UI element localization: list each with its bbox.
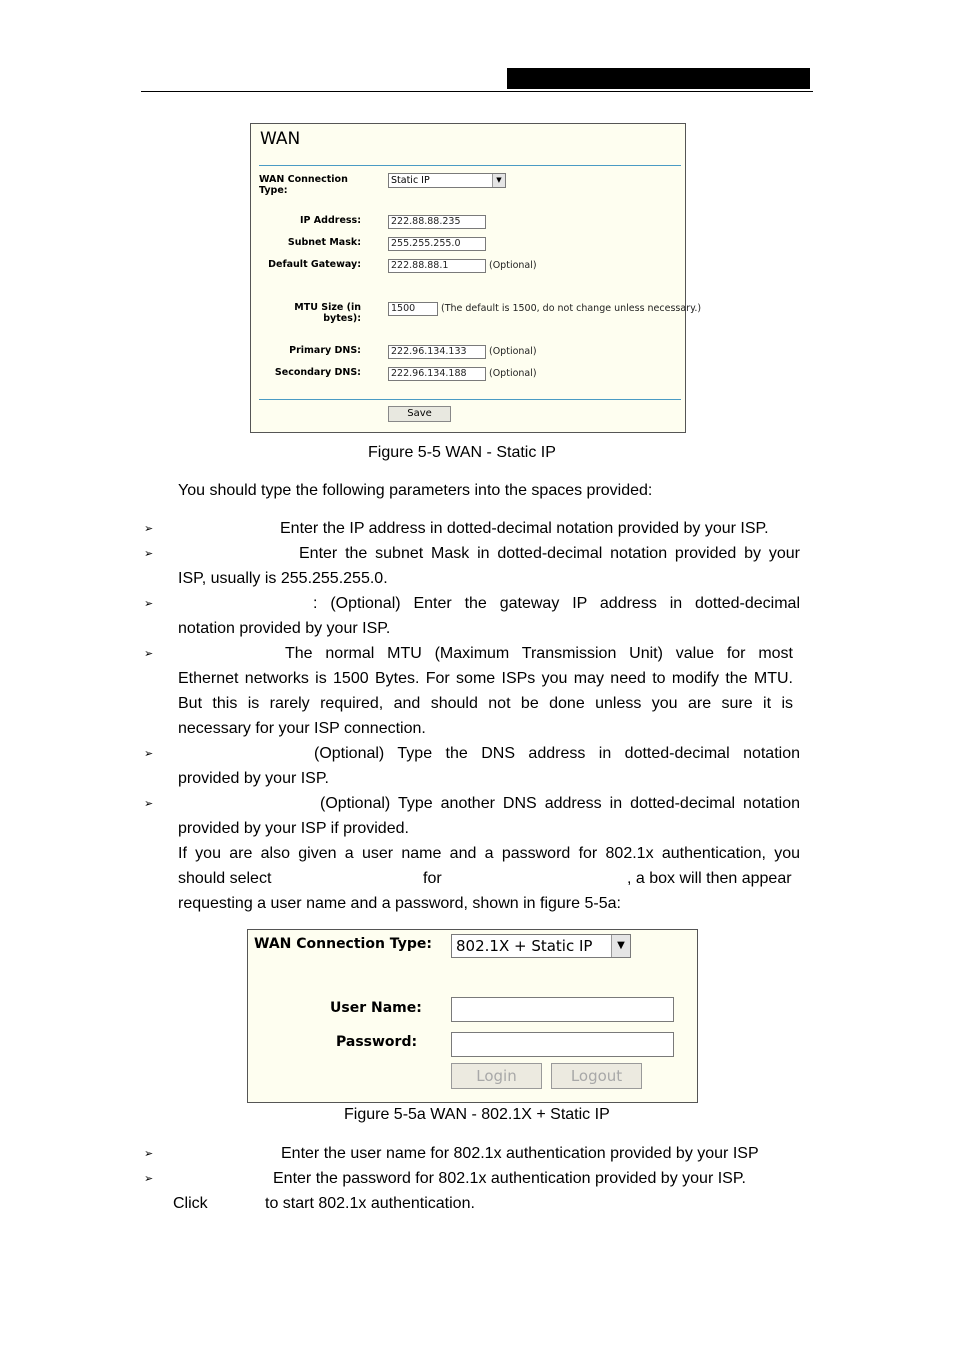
mtu-bullet-text: The normal MTU (Maximum Transmission Unit) value for most [285, 645, 793, 662]
auth-paragraph: should select [178, 870, 272, 887]
secondary-dns-bullet-text: (Optional) Type another DNS address in dotted-decimal notation [320, 795, 800, 812]
optional-note: (Optional) [489, 346, 537, 357]
default-gateway-label: Default Gateway: [268, 259, 361, 270]
secondary-dns-label: Secondary DNS: [274, 367, 361, 378]
click-text: to start 802.1x authentication. [265, 1195, 475, 1212]
primary-dns-input[interactable]: 222.96.134.133 [388, 345, 486, 359]
ip-bullet-text: Enter the IP address in dotted-decimal notation provided by your ISP. [280, 520, 769, 537]
bullet-icon: ➢ [144, 648, 154, 660]
divider [259, 165, 681, 166]
primary-dns-bullet-text: (Optional) Type the DNS address in dotted-decimal notation [314, 745, 800, 762]
logout-button[interactable]: Logout [551, 1063, 642, 1089]
bullet-icon: ➢ [144, 523, 154, 535]
mtu-size-input[interactable]: 1500 [388, 302, 438, 316]
bullet-icon: ➢ [144, 1148, 154, 1160]
chevron-down-icon: ▼ [611, 935, 630, 957]
auth-paragraph: for [423, 870, 442, 887]
user-name-label: User Name: [330, 1000, 422, 1016]
ip-address-input[interactable]: 222.88.88.235 [388, 215, 486, 229]
wan-static-ip-figure [250, 123, 702, 433]
figure-caption: Figure 5-5a WAN - 802.1X + Static IP [344, 1106, 610, 1123]
intro-text: You should type the following parameters into the spaces provided: [178, 482, 653, 499]
connection-type-select[interactable]: 802.1X + Static IP ▼ [451, 934, 631, 958]
header-bar [507, 68, 810, 89]
secondary-dns-bullet-text: provided by your ISP if provided. [178, 820, 409, 837]
user-name-bullet-text: Enter the user name for 802.1x authentication provided by your ISP [281, 1145, 759, 1162]
bullet-icon: ➢ [144, 598, 154, 610]
auth-paragraph: If you are also given a user name and a password for 802.1x authentication, you [178, 845, 800, 862]
bullet-icon: ➢ [144, 1173, 154, 1185]
mtu-bullet-text: Ethernet networks is 1500 Bytes. For some ISPs you may need to modify the MTU. [178, 670, 793, 687]
ip-address-label: IP Address: [300, 215, 361, 226]
figure-caption: Figure 5-5 WAN - Static IP [368, 444, 556, 461]
password-input[interactable] [451, 1032, 674, 1057]
user-name-input[interactable] [451, 997, 674, 1022]
figure-title: WAN [260, 129, 301, 149]
optional-note: (Optional) [489, 260, 537, 271]
subnet-mask-label: Subnet Mask: [287, 237, 361, 248]
bullet-icon: ➢ [144, 548, 154, 560]
header-rule [141, 91, 813, 92]
auth-paragraph: , a box will then appear [627, 870, 792, 887]
password-bullet-text: Enter the password for 802.1x authentication provided by your ISP. [273, 1170, 746, 1187]
subnet-bullet-text: ISP, usually is 255.255.255.0. [178, 570, 388, 587]
mtu-bullet-text: But this is rarely required, and should not be done unless you are sure it is [178, 695, 793, 712]
mtu-note: (The default is 1500, do not change unless necessary.) [441, 303, 702, 314]
wan-8021x-figure [247, 929, 698, 1103]
save-button[interactable]: Save [388, 406, 451, 422]
default-gateway-input[interactable]: 222.88.88.1 [388, 259, 486, 273]
login-button[interactable]: Login [451, 1063, 542, 1089]
chevron-down-icon: ▼ [492, 174, 505, 187]
subnet-mask-input[interactable]: 255.255.255.0 [388, 237, 486, 251]
mtu-bullet-text: necessary for your ISP connection. [178, 720, 426, 737]
bullet-icon: ➢ [144, 798, 154, 810]
subnet-bullet-text: Enter the subnet Mask in dotted-decimal notation provided by your [299, 545, 800, 562]
gateway-bullet-text: notation provided by your ISP. [178, 620, 391, 637]
primary-dns-bullet-text: provided by your ISP. [178, 770, 329, 787]
connection-type-label: WAN Connection Type: [254, 936, 432, 952]
mtu-size-label: MTU Size (in bytes): [294, 302, 361, 324]
connection-type-label: WAN Connection Type: [259, 174, 348, 196]
bullet-icon: ➢ [144, 748, 154, 760]
click-text: Click [173, 1195, 208, 1212]
password-label: Password: [336, 1034, 418, 1050]
gateway-bullet-text: : (Optional) Enter the gateway IP address in dotted-decimal [313, 595, 800, 612]
secondary-dns-input[interactable]: 222.96.134.188 [388, 367, 486, 381]
connection-type-select[interactable]: Static IP ▼ [388, 173, 506, 188]
primary-dns-label: Primary DNS: [289, 345, 361, 356]
optional-note: (Optional) [489, 368, 537, 379]
divider [259, 399, 681, 400]
auth-paragraph: requesting a user name and a password, shown in figure 5-5a: [178, 895, 621, 912]
